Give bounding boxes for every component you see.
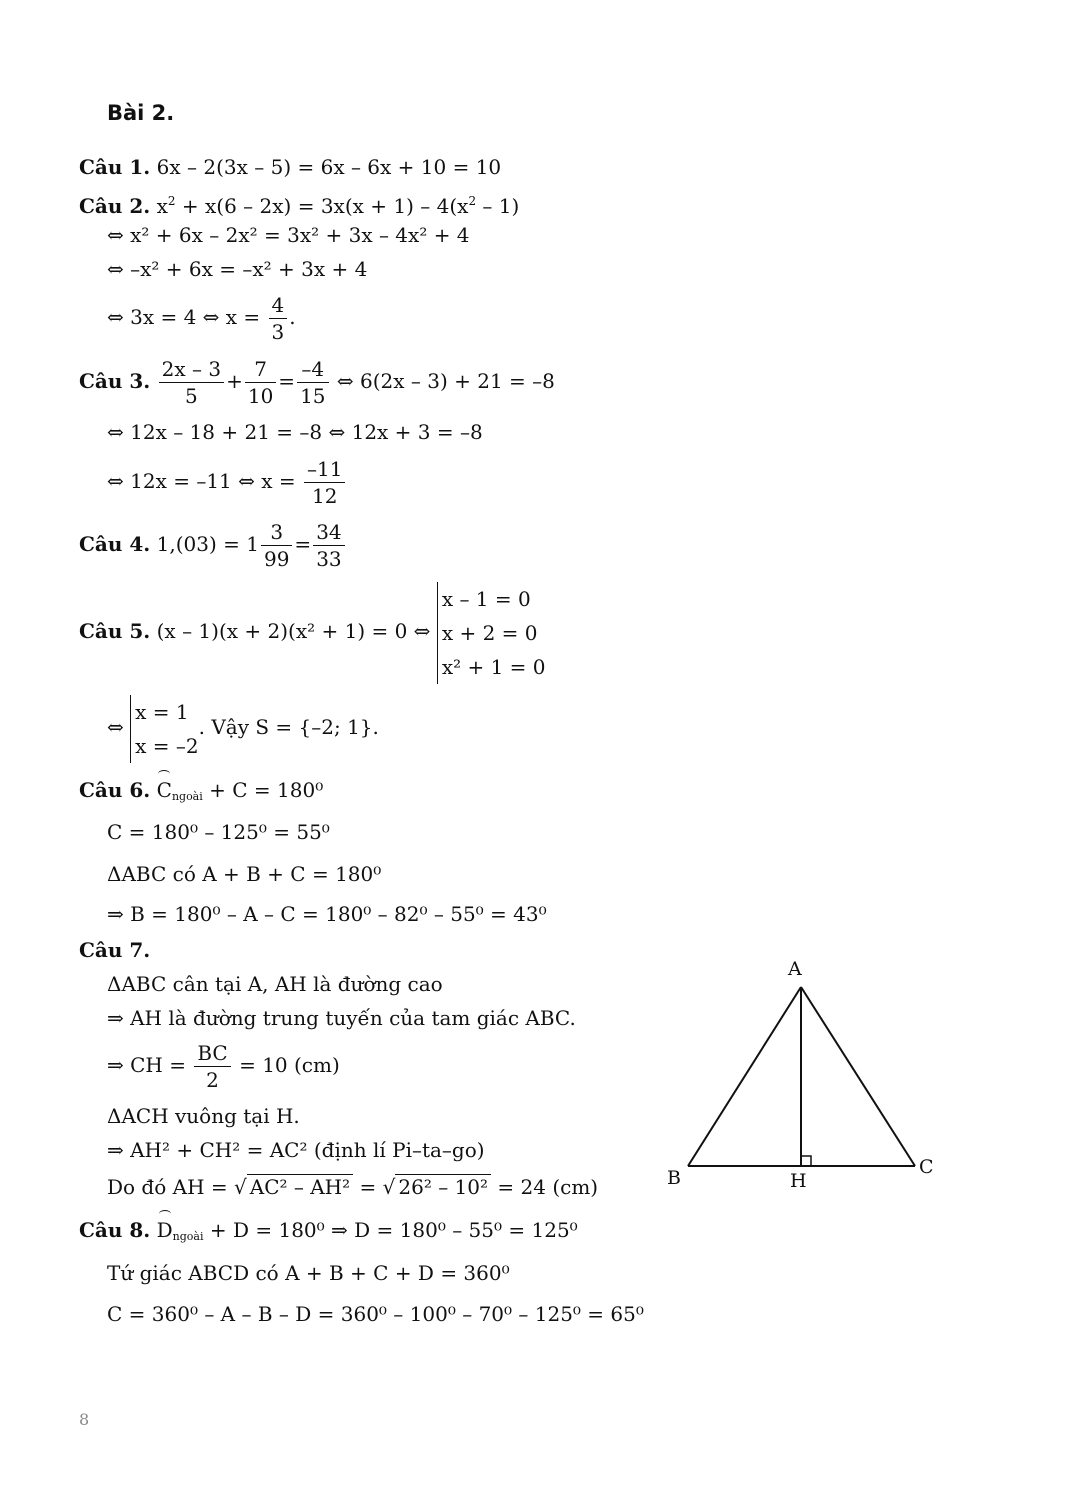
q7-l3-tail: = 10 (cm) xyxy=(239,1053,340,1077)
numerator: BC xyxy=(194,1040,230,1067)
denominator: 33 xyxy=(316,547,342,571)
question-7-line-3 xyxy=(107,1039,340,1093)
vertex-c-label: C xyxy=(919,1156,934,1178)
question-2-line-4: ⇔ 3x = 4 ⇔ x = $\frac{4}{3}$ . xyxy=(107,293,296,344)
case-bracket xyxy=(437,582,546,684)
numerator: –4 xyxy=(297,356,328,383)
question-5-line-2: ⇔ x = 1 x = –2 . Vậy S = {–2; 1}. xyxy=(107,693,379,763)
q3-l3-text: ⇔ 12x = –11 ⇔ x = xyxy=(107,469,296,493)
q3-tail: ⇔ 6(2x – 3) + 21 = –8 xyxy=(336,369,555,393)
question-2-label: Câu 2. xyxy=(79,194,151,218)
question-5-label: Câu 5. xyxy=(79,619,151,643)
solution-1: x = 1 xyxy=(135,699,189,724)
question-8-line-2: Tứ giác ABCD có A + B + C + D = 360⁰ xyxy=(107,1261,510,1285)
question-7-line-6: Do đó AH = √ AC² – AH² = √ 26² – 10² = 24 (cm) xyxy=(107,1175,599,1199)
q6-l1: + C = 180⁰ xyxy=(209,778,324,802)
q7-l6-tail: = 24 (cm) xyxy=(497,1175,599,1199)
denominator: 2 xyxy=(206,1068,219,1092)
case-1: x – 1 = 0 xyxy=(441,586,531,611)
q2-l1-part-c: – 1) xyxy=(476,194,520,218)
question-1-label: Câu 1. xyxy=(79,155,151,179)
numerator: 7 xyxy=(245,356,276,383)
question-6-line-3: ΔABC có A + B + C = 180⁰ xyxy=(107,862,382,886)
question-3-line-1: Câu 3. $\frac{2x - 3}{5}$ + $\frac{7}{10}$ = $\frac{-4}{15}$ ⇔ 6(2x – 3) + 21 = –8 xyxy=(79,357,555,408)
numerator: 3 xyxy=(261,519,292,546)
case-2: x + 2 = 0 xyxy=(441,620,538,645)
foot-h-label: H xyxy=(790,1170,807,1192)
subscript: ngoài xyxy=(172,1230,204,1243)
question-4: Câu 4. 1,(03) = 1 $\frac{3}{99}$ = $\frac{34}{33}$ xyxy=(79,518,347,572)
question-7-line-1: ΔABC cân tại A, AH là đường cao xyxy=(107,972,443,996)
denominator: 12 xyxy=(312,484,338,508)
numerator: –11 xyxy=(304,456,345,483)
fraction xyxy=(304,456,345,509)
question-3-label: Câu 3. xyxy=(79,369,151,393)
angle-c: C xyxy=(156,778,172,802)
subscript: ngoài xyxy=(171,790,203,803)
equals: = xyxy=(359,1175,377,1199)
denominator: 99 xyxy=(263,547,290,571)
question-3-line-2: ⇔ 12x – 18 + 21 = –8 ⇔ 12x + 3 = –8 xyxy=(107,420,483,444)
question-2-line-2: ⇔ x² + 6x – 2x² = 3x² + 3x – 4x² + 4 xyxy=(107,223,470,247)
question-5-line-1 xyxy=(79,580,546,684)
question-2-line-3: ⇔ –x² + 6x = –x² + 3x + 4 xyxy=(107,257,368,281)
q5-tail: . Vậy S = {–2; 1}. xyxy=(198,715,379,739)
numerator: 34 xyxy=(313,519,344,546)
angle-d: D xyxy=(156,1218,173,1242)
right-angle-mark xyxy=(801,1156,811,1166)
question-8-label: Câu 8. xyxy=(79,1218,151,1242)
side-ab xyxy=(688,987,801,1166)
q7-l6-text: Do đó AH = xyxy=(107,1175,228,1199)
fraction xyxy=(159,356,224,409)
question-6-line-2: C = 180⁰ – 125⁰ = 55⁰ xyxy=(107,820,330,844)
question-8-line-3: C = 360⁰ – A – B – D = 360⁰ – 100⁰ – 70⁰ – 125⁰ = 65⁰ xyxy=(107,1302,644,1326)
denominator: 15 xyxy=(300,384,326,408)
q2-l1-part-a: x xyxy=(156,194,168,218)
q2-l4-text: ⇔ 3x = 4 ⇔ x = xyxy=(107,305,261,329)
question-7-label: Câu 7. xyxy=(79,938,151,962)
fraction xyxy=(297,356,328,409)
denominator: 10 xyxy=(247,384,274,408)
vertex-b-label: B xyxy=(667,1167,681,1189)
numerator: 2x – 3 xyxy=(159,356,224,383)
sqrt-1: AC² – AH² xyxy=(247,1174,353,1199)
question-6-line-4: ⇒ B = 180⁰ – A – C = 180⁰ – 82⁰ – 55⁰ = 43⁰ xyxy=(107,902,547,926)
question-6-label: Câu 6. xyxy=(79,778,151,802)
denominator: 3 xyxy=(271,320,285,344)
side-ac xyxy=(801,987,915,1166)
fraction xyxy=(269,292,288,345)
question-2-line-1: Câu 2. $x^2 + x(6 - 2x) = 3x(x + 1) - 4(x^2 - 1)$ xyxy=(79,194,520,218)
question-7-line-4: ΔACH vuông tại H. xyxy=(107,1104,300,1128)
q7-l3-text: ⇒ CH = xyxy=(107,1053,186,1077)
question-8-line-1 xyxy=(79,1218,578,1249)
q8-l1: + D = 180⁰ ⇒ D = 180⁰ – 55⁰ = 125⁰ xyxy=(209,1218,578,1242)
sqrt-2: 26² – 10² xyxy=(395,1174,491,1199)
q2-l1-part-b: + x(6 – 2x) = 3x(x + 1) – 4(x xyxy=(175,194,469,218)
fraction xyxy=(245,356,276,409)
question-6-line-1 xyxy=(79,778,323,809)
numerator: 4 xyxy=(269,292,288,319)
question-7-line-5: ⇒ AH² + CH² = AC² (định lí Pi–ta–go) xyxy=(107,1138,485,1162)
q5-text: (x – 1)(x + 2)(x² + 1) = 0 ⇔ xyxy=(156,619,431,643)
triangle-figure xyxy=(660,955,950,1195)
denominator: 5 xyxy=(184,384,198,408)
case-3: x² + 1 = 0 xyxy=(441,654,546,679)
question-4-label: Câu 4. xyxy=(79,532,151,556)
q4-text: 1,(03) = 1 xyxy=(156,532,259,556)
question-3-line-3 xyxy=(107,455,347,509)
question-7-line-2: ⇒ AH là đường trung tuyến của tam giác ABC. xyxy=(107,1006,576,1030)
solution-bracket xyxy=(130,695,198,763)
question-1-text: 6x – 2(3x – 5) = 6x – 6x + 10 = 10 xyxy=(156,155,502,179)
fraction xyxy=(194,1040,230,1093)
vertex-a-label: A xyxy=(788,958,802,980)
section-title: Bài 2. xyxy=(107,101,175,125)
fraction xyxy=(261,519,292,572)
page-number: 8 xyxy=(79,1410,90,1429)
fraction xyxy=(313,519,344,572)
question-1 xyxy=(79,155,501,179)
solution-2: x = –2 xyxy=(135,733,199,758)
